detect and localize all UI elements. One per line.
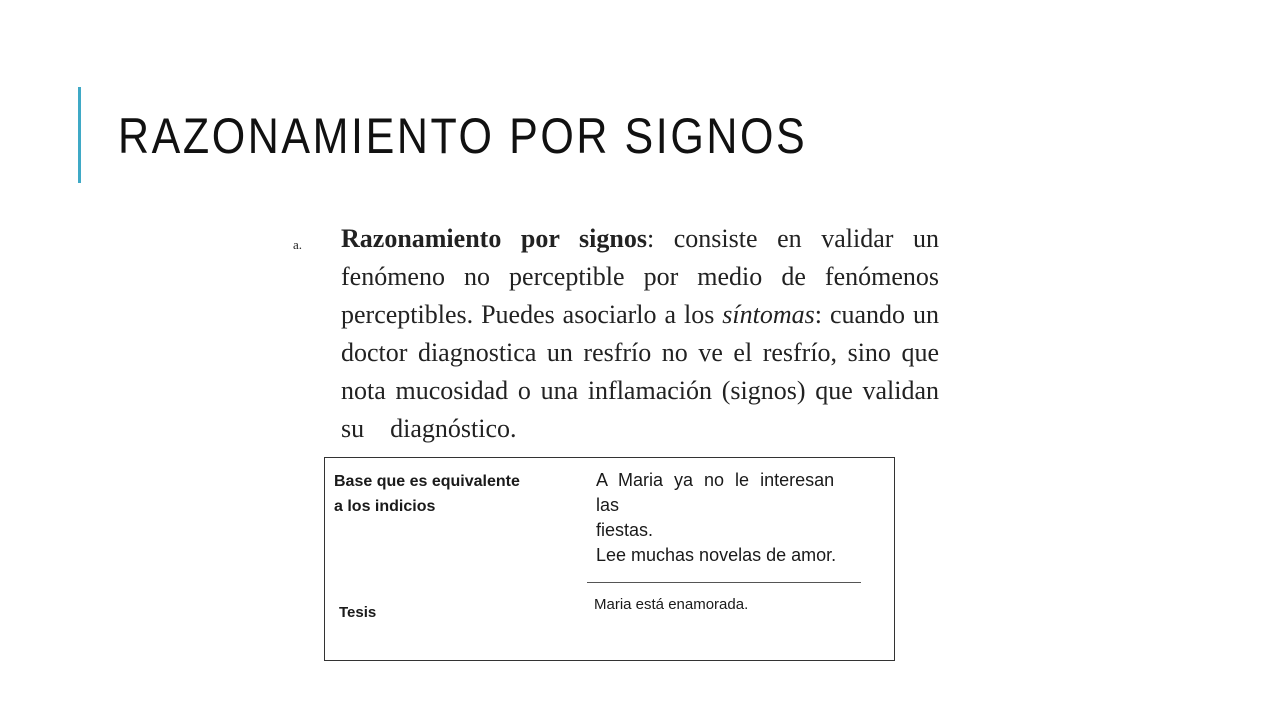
premise-line: las — [596, 495, 620, 515]
definition-text-part1: : consiste en validar un fenómeno no perceptible por medio de fenómenos perceptibles. Puedes asociarlo a los — [341, 224, 939, 329]
base-label-line1: Base que es equivalente — [334, 473, 520, 490]
definition-term: Razonamiento por signos — [341, 224, 647, 253]
base-label — [334, 469, 544, 519]
conclusion-divider — [587, 582, 861, 583]
premise-line: Lee muchas novelas de amor. — [596, 545, 837, 565]
base-label-line2: a los indicios — [334, 498, 436, 515]
premises-block — [596, 468, 866, 568]
title-accent-bar — [78, 87, 81, 183]
definition-paragraph — [293, 220, 939, 448]
definition-italic-word: síntomas — [722, 300, 815, 329]
thesis-text: Maria está enamorada. — [594, 596, 749, 613]
premise-line: A Maria ya no le interesan — [596, 470, 835, 490]
slide-title: RAZONAMIENTO POR SIGNOS — [118, 108, 808, 164]
premise-line: fiestas. — [596, 520, 654, 540]
argument-scheme-box — [324, 457, 895, 661]
thesis-label: Tesis — [339, 604, 377, 621]
definition-body — [341, 220, 939, 448]
definition-text-part2: : cuando un doctor diagnostica un resfrío no ve el resfrío, sino que nota mucosidad o una inflamación (signos) que validan su diagnóstico. — [341, 300, 939, 443]
list-marker: a. — [293, 237, 303, 252]
